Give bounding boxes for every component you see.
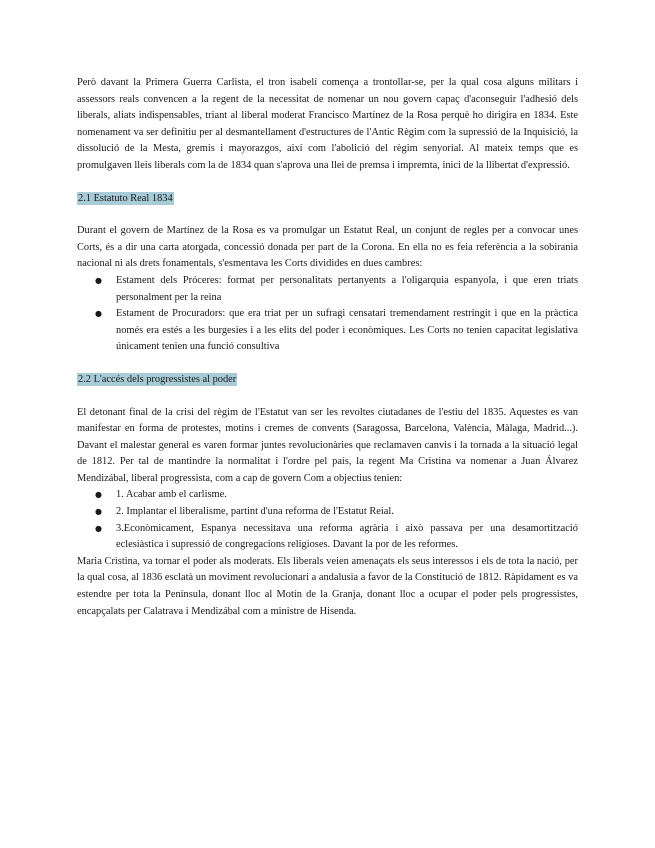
cambres-list [77, 273, 578, 356]
list-item [77, 306, 578, 356]
bullet-icon: ● [95, 523, 102, 533]
list-item [77, 504, 578, 521]
list-item [77, 521, 578, 554]
bullet-icon: ● [95, 490, 102, 500]
list-item-text: 1. Acabar amb el carlisme. [116, 489, 227, 501]
progressistes-paragraph: El detonant final de la crisi del règim de l'Estatut van ser les revoltes ciutadanes de l'estiu del 1835. Aquestes es van manifestar en forma de protestes, motins i cremes de convents (Saragossa, Barcelona, València, Màlaga, Madrid...). Davant el malestar general es varen formar juntes revolucionàries que reclamaven canvis i la tornada a la situació legal de 1812. Per tal de mantindre la normalitat i l'ordre pel país, la regent Ma Cristina va nomenar a Juan Álvarez Mendizábal, liberal progressista, com a cap de govern Com a objectius tenien: [77, 406, 578, 484]
list-item [77, 273, 578, 306]
section-heading-label: 2.1 Estatuto Real 1834 [78, 192, 173, 204]
estatuto-real-paragraph: Durant el govern de Martínez de la Rosa es va promulgar un Estatut Real, un conjunt de regles per a convocar unes Corts, és a dir una carta atorgada, concessió donada per part de la Corona. En ella no es feia referència a la sobirania nacional ni als drets fonamentals, s'esmentava les Corts dividides en dues cambres: [77, 225, 578, 270]
bullet-icon: ● [95, 275, 102, 285]
list-item-text: Estament dels Próceres: format per personalitats pertanyents a l'oligarquia espanyola, i que eren triats personalment per la reina [116, 274, 578, 303]
document-page [77, 75, 578, 620]
list-item [77, 487, 578, 504]
bullet-icon: ● [95, 309, 102, 319]
objectius-list [77, 487, 578, 553]
intro-paragraph: Però davant la Primera Guerra Carlista, el tron isabelí comença a trontollar-se, per la qual cosa alguns militars i assessors reals convencen a la regent de la necessitat de nomenar un nou govern capaç d'aconseguir l'adhesió dels liberals, aliats indispensables, triant al liberal moderat Francisco Martínez de la Rosa perquè ho dirigira en 1834. Este nomenament va ser definitiu per al desmantellament d'estructures de l'Antic Règim com la supressió de la Inquisició, la dissolució de la Mesta, gremis i mayorazgos, així com l'abolició del règim senyorial. Al mateix temps que es promulgaven lleis liberals com la de 1834 quan s'aprova una llei de premsa i impremta, inici de la llibertat d'expressió. [77, 77, 578, 171]
section-heading-estatuto-real [77, 191, 578, 208]
list-item-text: 3.Econòmicament, Espanya necessitava una reforma agrària i això passava per una desamortització eclesiàstica i supressió de congregacions religioses. Davant la por de les reformes. [116, 522, 578, 551]
bullet-icon: ● [95, 507, 102, 517]
closing-paragraph: Maria Cristina, va tornar el poder als moderats. Els liberals veien amenaçats els seus interessos i els de tota la nació, per la qual cosa, al 1836 esclatà un moviment revolucionari a andalusia a favor de la Constitució de 1812. Ràpidament es va estendre per tota la Península, donant lloc al Motín de la Granja, donant lloc a ocupar el poder pels progressistes, encapçalats per Calatrava i Mendizábal com a ministre de Hisenda. [77, 555, 578, 617]
section-heading-progressistes [77, 372, 578, 389]
section-heading-label: 2.2 L'accés dels progressistes al poder [78, 373, 237, 385]
list-item-text: 2. Implantar el liberalisme, partint d'una reforma de l'Estatut Reial. [116, 506, 394, 518]
list-item-text: Estament de Procuradors: que era triat per un sufragi censatari tremendament restringit i que en la pràctica només era estés a les burgesies i a les elits del poder i econòmiques. Les Corts no tenien capacitat legislativa únicament tenien una funció consultiva [116, 308, 578, 353]
